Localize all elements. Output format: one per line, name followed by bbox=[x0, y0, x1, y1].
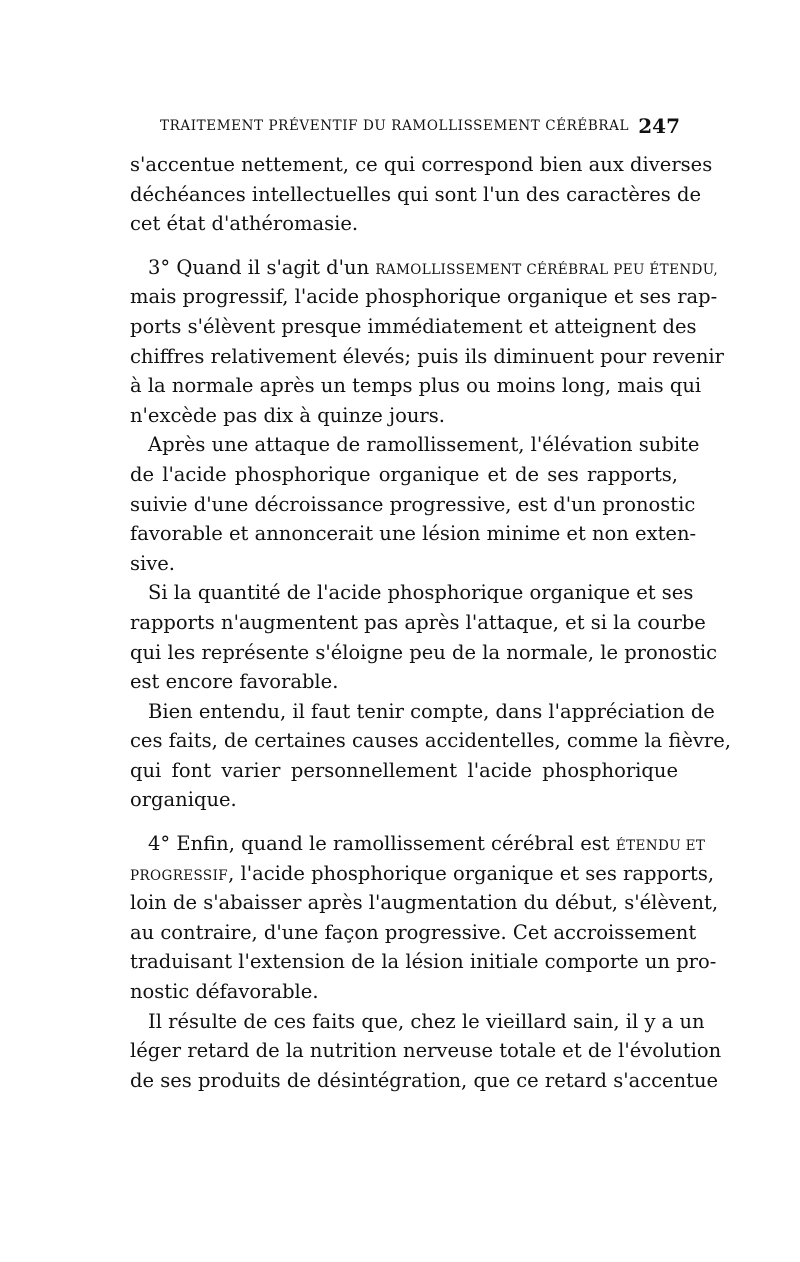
text-line: loin de s'abaisser après l'augmentation du début, s'élèvent, bbox=[130, 891, 719, 915]
text-line: suivie d'une décroissance progressive, est d'un pronostic bbox=[130, 492, 696, 516]
text-run: 4° Enfin, quand le ramollissement cérébral est bbox=[148, 832, 616, 856]
text-line: rapports n'augmentent pas après l'attaque, et si la courbe bbox=[130, 610, 706, 634]
text-line: de l'acide phosphorique organique et de ses rapports, bbox=[130, 462, 678, 486]
small-caps-run: RAMOLLISSEMENT CÉRÉBRAL PEU ÉTENDU, bbox=[375, 261, 719, 278]
text-line: traduisant l'extension de la lésion initiale comporte un pro- bbox=[130, 950, 717, 974]
text-line: de ses produits de désintégration, que ce retard s'accentue bbox=[130, 1068, 719, 1092]
small-caps-run: PROGRESSIF bbox=[130, 867, 229, 884]
text-line: favorable et annoncerait une lésion minime et non exten- bbox=[130, 522, 697, 546]
text-line: sive. bbox=[130, 551, 175, 575]
text-line bbox=[130, 829, 706, 859]
text-line: qui font varier personnellement l'acide phosphorique bbox=[130, 758, 678, 782]
text-line: s'accentue nettement, ce qui correspond bien aux diverses bbox=[130, 153, 713, 176]
paragraph-gap bbox=[130, 815, 678, 829]
running-head bbox=[130, 114, 680, 142]
text-run: , l'acide phosphorique organique et ses rapports, bbox=[228, 861, 715, 885]
text-line: déchéances intellectuelles qui sont l'un des caractères de bbox=[130, 182, 701, 206]
page-number: 247 bbox=[638, 114, 680, 138]
text-line: qui les représente s'éloigne peu de la normale, le pronostic bbox=[130, 640, 718, 664]
text-line: à la normale après un temps plus ou moins long, mais qui bbox=[130, 374, 702, 398]
text-line: Il résulte de ces faits que, chez le vieillard sain, il y a un bbox=[148, 1009, 705, 1033]
text-line: cet état d'athéromasie. bbox=[130, 212, 359, 236]
text-line bbox=[130, 253, 719, 283]
small-caps-run: ÉTENDU ET bbox=[615, 838, 706, 855]
text-line: nostic défavorable. bbox=[130, 980, 319, 1004]
text-line: léger retard de la nutrition nerveuse totale et de l'évolution bbox=[130, 1039, 722, 1063]
text-line: Après une attaque de ramollissement, l'élévation subite bbox=[148, 433, 700, 457]
text-line: est encore favorable. bbox=[130, 670, 339, 694]
running-title: TRAITEMENT PRÉVENTIF DU RAMOLLISSEMENT CÉRÉBRAL bbox=[160, 118, 630, 134]
text-line: ports s'élèvent presque immédiatement et atteignent des bbox=[130, 314, 697, 338]
text-line: mais progressif, l'acide phosphorique organique et ses rap- bbox=[130, 285, 718, 309]
text-line: n'excède pas dix à quinze jours. bbox=[130, 403, 445, 427]
body-text bbox=[130, 150, 731, 1095]
text-line: au contraire, d'une façon progressive. Cet accroissement bbox=[130, 920, 697, 944]
text-line: ces faits, de certaines causes accidentelles, comme la fièvre, bbox=[130, 729, 731, 753]
text-line: chiffres relativement élevés; puis ils diminuent pour revenir bbox=[130, 344, 724, 368]
text-line: Bien entendu, il faut tenir compte, dans l'appréciation de bbox=[148, 699, 715, 723]
text-line bbox=[130, 859, 715, 889]
text-run: 3° Quand il s'agit d'un bbox=[148, 255, 376, 279]
text-line: Si la quantité de l'acide phosphorique organique et ses bbox=[148, 581, 694, 605]
paragraph-gap bbox=[130, 239, 678, 253]
text-line: organique. bbox=[130, 788, 237, 812]
